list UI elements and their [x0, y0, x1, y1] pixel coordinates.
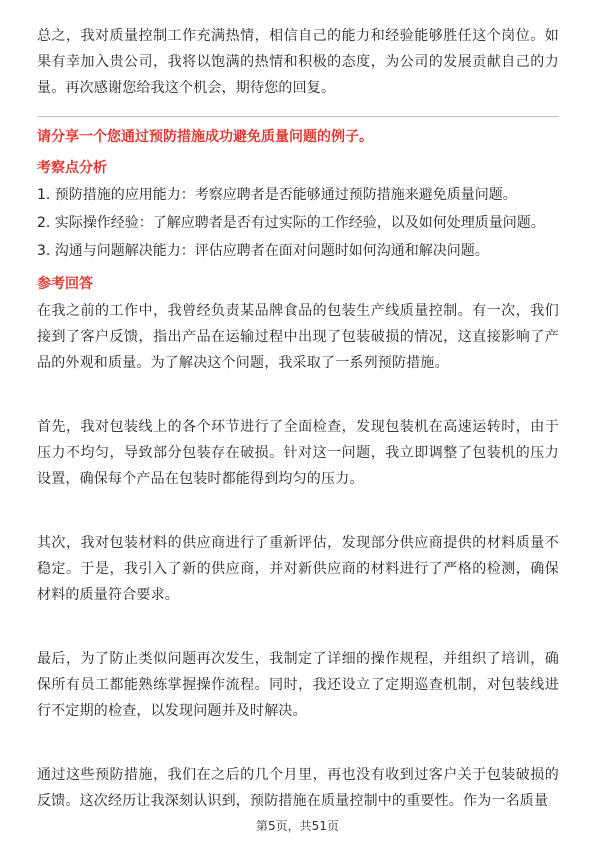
answer-title: 参考回答 [37, 276, 93, 292]
analysis-title: 考察点分析 [37, 160, 107, 176]
section-divider [37, 116, 559, 117]
intro-paragraph: 总之，我对质量控制工作充满热情，相信自己的能力和经验能够胜任这个岗位。如果有幸加入贵公司，我将以饱满的热情和积极的态度，为公司的发展贡献自己的力量。再次感谢您给我这个机会，期待您的回复。 [37, 28, 559, 96]
answer-paragraph-5: 通过这些预防措施，我们在之后的几个月里，再也没有收到过客户关于包装破损的反馈。这次经历让我深刻认识到，预防措施在质量控制中的重要性。作为一名质量 [37, 767, 559, 809]
answer-paragraph-1: 在我之前的工作中，我曾经负责某品牌食品的包装生产线质量控制。有一次，我们接到了客户反馈，指出产品在运输过程中出现了包装破损的情况，这直接影响了产品的外观和质量。为了解决这个问题，我采取了一系列预防措施。 [37, 303, 559, 371]
analysis-item-2: 2. 实际操作经验：了解应聘者是否有过实际的工作经验，以及如何处理质量问题。 [37, 215, 545, 231]
answer-paragraph-2: 首先，我对包装线上的各个环节进行了全面检查，发现包装机在高速运转时，由于压力不均匀，导致部分包装存在破损。针对这一问题，我立即调整了包装机的压力设置，确保每个产品在包装时都能得到均匀的压力。 [37, 419, 559, 487]
answer-paragraph-4: 最后，为了防止类似问题再次发生，我制定了详细的操作规程，并组织了培训，确保所有员工都能熟练掌握操作流程。同时，我还设立了定期巡查机制，对包装线进行不定期的检查，以发现问题并及时解决。 [37, 651, 559, 719]
analysis-item-1: 1. 预防措施的应用能力：考察应聘者是否能够通过预防措施来避免质量问题。 [37, 187, 517, 203]
question-heading: 请分享一个您通过预防措施成功避免质量问题的例子。 [37, 129, 373, 145]
answer-paragraph-3: 其次，我对包装材料的供应商进行了重新评估，发现部分供应商提供的材料质量不稳定。于是，我引入了新的供应商，并对新供应商的材料进行了严格的检测，确保材料的质量符合要求。 [37, 535, 559, 603]
analysis-item-3: 3. 沟通与问题解决能力：评估应聘者在面对问题时如何沟通和解决问题。 [37, 243, 489, 259]
page-number: 第5页，共51页 [256, 819, 339, 833]
